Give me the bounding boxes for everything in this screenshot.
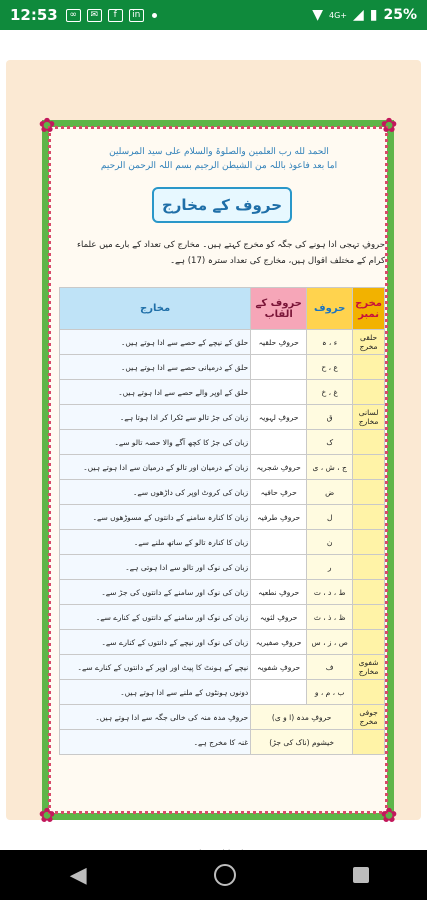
table-cell: ع ، ح — [307, 355, 353, 380]
table-row — [60, 605, 385, 630]
table-cell: دونوں ہونٹوں کے ملنے سے ادا ہوتے ہیں۔ — [60, 680, 251, 705]
table-cell: حرفِ حافیہ — [251, 480, 307, 505]
table-cell — [353, 680, 385, 705]
header-line-1: الحمد لله رب العلمین والصلوۃ والسلام علی سید المرسلین — [109, 147, 329, 157]
table-cell — [251, 555, 307, 580]
table-row — [60, 505, 385, 530]
linkedin-icon: in — [129, 9, 144, 22]
table-cell: زبان کی نوک اور تالو سے ادا ہوتی ہے۔ — [60, 555, 251, 580]
table-cell: حلق کے اوپر والے حصے سے ادا ہوتے ہیں۔ — [60, 380, 251, 405]
table-cell: ض — [307, 480, 353, 505]
signal-icon: ◢ — [352, 7, 364, 23]
table-row — [60, 630, 385, 655]
table-cell — [251, 680, 307, 705]
table-cell: ج ، ش ، ی — [307, 455, 353, 480]
table-cell: حلق کے درمیانی حصے سے ادا ہوتے ہیں۔ — [60, 355, 251, 380]
table-cell: حروفِ شفویہ — [251, 655, 307, 680]
table-cell: حروفِ شجریہ — [251, 455, 307, 480]
table-cell: شفوی مخارج — [353, 655, 385, 680]
table-cell: ر — [307, 555, 353, 580]
table-row — [60, 580, 385, 605]
table-cell: زبان کی نوک اور سامنے کے دانتوں کے کنارے سے۔ — [60, 605, 251, 630]
table-row — [60, 405, 385, 430]
clock: 12:53 — [10, 6, 58, 24]
table-cell — [353, 355, 385, 380]
table-cell: ب ، م ، و — [307, 680, 353, 705]
battery-icon: ▮ — [369, 7, 378, 23]
makharij-table — [59, 287, 385, 755]
table-cell: حروفِ لہویہ — [251, 405, 307, 430]
table-cell — [251, 530, 307, 555]
table-cell — [251, 355, 307, 380]
table-row — [60, 380, 385, 405]
table-cell: حلق کے نیچے کے حصے سے ادا ہوتے ہیں۔ — [60, 330, 251, 355]
navigation-bar — [0, 850, 427, 900]
status-right — [312, 7, 417, 23]
table-row — [60, 705, 385, 730]
table-cell: حروفِ لثویہ — [251, 605, 307, 630]
table-cell: ظ ، ذ ، ث — [307, 605, 353, 630]
table-cell: زبان کی جڑ تالو سے ٹکرا کر ادا ہوتا ہے۔ — [60, 405, 251, 430]
table-cell — [251, 430, 307, 455]
corner-ornament-icon: ✿ — [38, 803, 56, 827]
table-cell: ک — [307, 430, 353, 455]
table-cell: حروفِ صفیریہ — [251, 630, 307, 655]
table-cell — [353, 505, 385, 530]
wifi-icon: ▼ — [312, 7, 323, 23]
table-row — [60, 455, 385, 480]
table-cell: لسانی مخارج — [353, 405, 385, 430]
table-cell: زبان کی کروٹ اوپر کی داڑھوں سے۔ — [60, 480, 251, 505]
col-header-letters: حروف — [307, 288, 353, 330]
table-cell: حلقی مخرج — [353, 330, 385, 355]
table-cell — [353, 455, 385, 480]
table-cell: زبان کے درمیان اور تالو کے درمیان سے ادا ہوتے ہیں۔ — [60, 455, 251, 480]
table-row — [60, 555, 385, 580]
table-cell: ن — [307, 530, 353, 555]
table-row — [60, 730, 385, 755]
table-cell: حروفِ مدہ (ا و ی) — [251, 705, 353, 730]
battery-level: 25% — [383, 7, 417, 23]
table-cell: حروفِ مدہ منہ کی خالی جگہ سے ادا ہوتے ہیں۔ — [60, 705, 251, 730]
table-cell — [353, 730, 385, 755]
table-cell: ط ، د ، ت — [307, 580, 353, 605]
table-cell — [353, 630, 385, 655]
intro-text: حروفِ تہجی ادا ہونے کی جگہ کو مخرج کہتے ہیں۔ مخارج کی تعداد کے بارے میں علماء کرام کے مختلف اقوال ہیں، مخارج کی تعداد سترہ (17) ہے۔ — [77, 240, 385, 266]
table-cell: غ ، خ — [307, 380, 353, 405]
table-cell — [353, 430, 385, 455]
facebook-icon: f — [108, 9, 123, 22]
table-cell — [353, 380, 385, 405]
table-cell — [353, 480, 385, 505]
header-line-2: اما بعد فاعوذ باللہ من الشیطن الرجیم بسم اللہ الرحمن الرحیم — [100, 161, 338, 171]
recents-button[interactable] — [353, 867, 369, 883]
table-cell: خیشوم (ناک کی جڑ) — [251, 730, 353, 755]
table-cell: جوفی مخرج — [353, 705, 385, 730]
col-header-titles: حروف کے القاب — [251, 288, 307, 330]
col-header-number: مخرج نمبر — [353, 288, 385, 330]
voicemail-icon: ∞ — [66, 9, 81, 22]
mail-icon: ✉ — [87, 9, 102, 22]
table-cell: ل — [307, 505, 353, 530]
status-bar — [0, 0, 427, 30]
table-cell — [353, 530, 385, 555]
table-row — [60, 355, 385, 380]
table-cell: زبان کی نوک اور نیچے کے دانتوں کے کنارے سے۔ — [60, 630, 251, 655]
table-header — [60, 288, 385, 330]
page-title: حروف کے مخارج — [152, 187, 292, 223]
home-button[interactable] — [214, 864, 236, 886]
table-row — [60, 430, 385, 455]
table-cell — [353, 580, 385, 605]
table-cell: ق — [307, 405, 353, 430]
table-cell — [353, 605, 385, 630]
table-row — [60, 480, 385, 505]
table-row — [60, 330, 385, 355]
back-button[interactable]: ◀ — [69, 862, 87, 888]
notification-dot — [152, 13, 157, 18]
table-row — [60, 655, 385, 680]
table-cell: زبان کا کنارہ سامنے کے دانتوں کے مسوڑھوں سے۔ — [60, 505, 251, 530]
table-cell: زبان کی جڑ کا کچھ آگے والا حصہ تالو سے۔ — [60, 430, 251, 455]
table-cell: ء ، ہ — [307, 330, 353, 355]
corner-ornament-icon: ✿ — [38, 113, 56, 137]
table-cell: غنہ کا مخرج ہے۔ — [60, 730, 251, 755]
decorative-frame — [38, 113, 398, 827]
table-row — [60, 530, 385, 555]
table-cell: حروفِ نطعیہ — [251, 580, 307, 605]
corner-ornament-icon: ✿ — [380, 803, 398, 827]
table-cell: زبان کی نوک اور سامنے کے دانتوں کی جڑ سے۔ — [60, 580, 251, 605]
table-cell: زبان کا کنارہ تالو کے ساتھ ملنے سے۔ — [60, 530, 251, 555]
col-header-makharij: مخارج — [60, 288, 251, 330]
table-cell: حروفِ حلقیہ — [251, 330, 307, 355]
table-cell — [251, 380, 307, 405]
document-page — [6, 60, 421, 827]
table-row — [60, 680, 385, 705]
table-cell — [353, 555, 385, 580]
network-type: 4G+ — [328, 10, 347, 20]
table-cell: ف — [307, 655, 353, 680]
table-cell: ص ، ز ، س — [307, 630, 353, 655]
corner-ornament-icon: ✿ — [380, 113, 398, 137]
table-cell: حروفِ طرفیہ — [251, 505, 307, 530]
table-cell: نیچے کے ہونٹ کا پیٹ اور اوپر کے دانتوں کے کنارے سے۔ — [60, 655, 251, 680]
image-viewer[interactable] — [0, 30, 427, 850]
